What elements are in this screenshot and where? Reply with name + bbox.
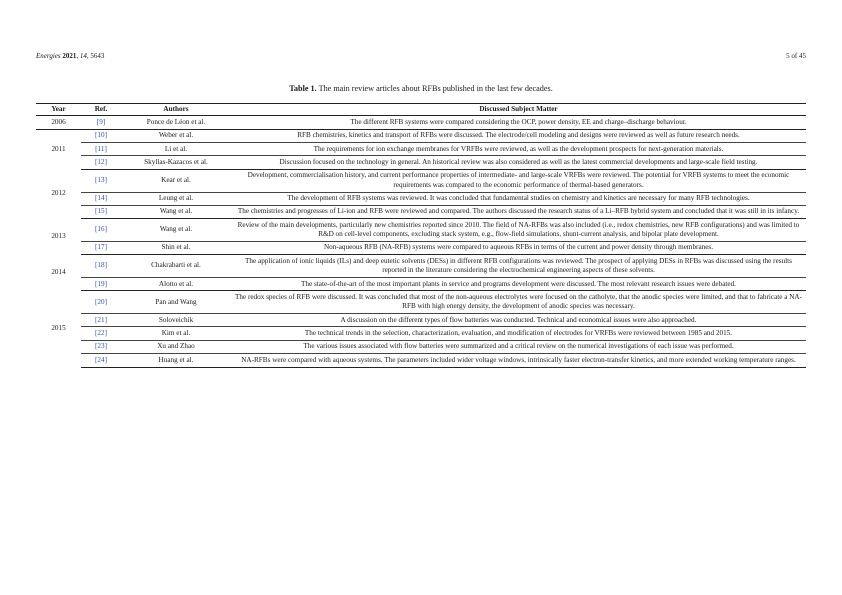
authors-cell: Shin et al.: [121, 241, 231, 254]
subject-cell: Development, commercialisation history, and current performance properties of intermediate- and large-scale VRFBs were reviewed. The potential for VRFB systems to meet the economic requirements was compared to the economic performance of thermal-based generators.: [247, 171, 790, 189]
review-table: [36, 103, 806, 368]
year-cell: 2012: [51, 189, 66, 198]
journal-name: Energies: [36, 52, 61, 60]
subject-cell: RFB chemistries, kinetics and transport of RFBs were discussed. The electrode/cell modeling and designs were reviewed as well as future research needs.: [297, 131, 740, 140]
subject-cell: The chemistries and progresses of Li-ion and RFB were reviewed and compared. The authors discussed the research status of a Li–RFB hybrid system and concluded that it was still in its infancy.: [231, 205, 806, 218]
journal-year: 2021: [62, 52, 77, 60]
authors-cell: Pan and Wang: [155, 297, 197, 306]
year-cell: 2011: [51, 144, 66, 153]
column-header-subject: Discussed Subject Matter: [231, 104, 806, 116]
ref-link[interactable]: [21]: [81, 314, 121, 327]
caption-label: Table 1.: [289, 84, 317, 93]
table-row: [36, 327, 806, 340]
ref-link[interactable]: [20]: [95, 297, 107, 306]
ref-link[interactable]: [10]: [95, 131, 107, 140]
table-row: [36, 156, 806, 169]
ref-link[interactable]: [23]: [81, 340, 121, 353]
subject-cell: Review of the main developments, particularly new chemistries reported since 2010. The field of NA-RFBs was also included (i.e., redox chemistries, new RFB configurations) and was limited to R&D on cell-level components, excluding stack system, e.g., flow-field simulations, shunt-current analysis, and bipolar plate development.: [237, 220, 800, 239]
ref-link[interactable]: [18]: [95, 261, 107, 270]
authors-cell: Li et al.: [121, 143, 231, 156]
table-row: [36, 219, 806, 242]
authors-cell: Skyllas-Kazacos et al.: [121, 156, 231, 169]
ref-link[interactable]: [13]: [95, 175, 107, 184]
table-row: [36, 340, 806, 353]
journal-volume: 14: [79, 52, 87, 60]
authors-cell: Leung et al.: [121, 192, 231, 205]
subject-cell: NA-RFBs were compared with aqueous systems. The parameters included wider voltage windows, intrinsically faster electron-transfer kinetics, and more extended working temperature ranges.: [231, 354, 806, 367]
ref-link[interactable]: [14]: [81, 192, 121, 205]
article-number: 5643: [90, 52, 105, 60]
authors-cell: Weber et al.: [158, 131, 194, 140]
ref-link[interactable]: [12]: [81, 156, 121, 169]
table-row: [36, 116, 806, 129]
authors-cell: Soloveichik: [121, 314, 231, 327]
table-row: [36, 291, 806, 314]
table-row: [36, 255, 806, 278]
page-number: 5 of 45: [786, 52, 806, 60]
authors-cell: Xu and Zhao: [121, 340, 231, 353]
subject-cell: The development of RFB systems was reviewed. It was concluded that fundamental studies on chemistry and kinetics are necessary for many RFB technologies.: [231, 192, 806, 205]
table-row: [36, 278, 806, 291]
subject-cell: The redox species of RFB were discussed. It was concluded that most of the non-aqueous electrolytes were focused on the catholyte, that the anodic species were limited, and that to fabricate a NA-RFB with high energy density, the development of anodic species was necessary.: [234, 292, 803, 311]
subject-cell: The various issues associated with flow batteries were summarized and a critical review on the numerical investigations of each issue was performed.: [231, 340, 806, 353]
ref-link[interactable]: [22]: [81, 327, 121, 340]
table-row: [36, 169, 806, 192]
running-header: [36, 50, 806, 62]
table-row: [36, 143, 806, 156]
authors-cell: Huang et al.: [121, 354, 231, 367]
authors-cell: Wang et al.: [159, 225, 193, 234]
ref-link[interactable]: [19]: [81, 278, 121, 291]
year-cell: 2014: [51, 268, 66, 277]
ref-link[interactable]: [17]: [81, 241, 121, 254]
column-header-authors: Authors: [121, 104, 231, 116]
subject-cell: The different RFB systems were compared considering the OCP, power density, EE and charge–discharge behaviour.: [231, 116, 806, 129]
table-body: [36, 116, 806, 367]
table-row: [36, 314, 806, 327]
subject-cell: Non-aqueous RFB (NA-RFB) systems were compared to aqueous RFBs in terms of the current and power density through membranes.: [231, 241, 806, 254]
year-cell: 2013: [51, 232, 66, 241]
table-caption: [200, 84, 642, 93]
table-row: [36, 192, 806, 205]
subject-cell: The requirements for ion exchange membranes for VRFBs were reviewed, as well as the development prospects for next-generation materials.: [231, 143, 806, 156]
ref-link[interactable]: [9]: [81, 116, 121, 129]
authors-cell: Wang et al.: [121, 205, 231, 218]
subject-cell: A discussion on the different types of flow batteries was conducted. Technical and economical issues were also approached.: [231, 314, 806, 327]
authors-cell: Kim et al.: [121, 327, 231, 340]
journal-citation: Energies 2021, 14, 5643: [36, 52, 105, 60]
subject-cell: Discussion focused on the technology in general. An historical review was also considered as well as the latest commercial developments and large-scale field testing.: [231, 156, 806, 169]
table-header-row: [36, 104, 806, 116]
subject-cell: The state-of-the-art of the most important plants in service and programs development were discussed. The most relevant research issues were debated.: [231, 278, 806, 291]
table-row: [36, 129, 806, 142]
authors-cell: Ponce de Léon et al.: [121, 116, 231, 129]
table-row: [36, 354, 806, 367]
ref-link[interactable]: [11]: [81, 143, 121, 156]
caption-text: The main review articles about RFBs published in the last few decades.: [318, 84, 553, 93]
column-header-ref: Ref.: [81, 104, 121, 116]
authors-cell: Chakrabarti et al.: [151, 261, 201, 270]
year-cell: 2006: [36, 116, 81, 129]
ref-link[interactable]: [15]: [81, 205, 121, 218]
ref-link[interactable]: [16]: [95, 225, 107, 234]
year-cell: 2015: [51, 324, 66, 333]
ref-link[interactable]: [24]: [81, 354, 121, 367]
subject-cell: The technical trends in the selection, characterization, evaluation, and modification of electrodes for VRFBs were reviewed between 1985 and 2015.: [231, 327, 806, 340]
table-row: [36, 205, 806, 218]
table-row: [36, 241, 806, 254]
authors-cell: Kear et al.: [161, 175, 191, 184]
subject-cell: The application of ionic liquids (ILs) and deep eutetic solvents (DESs) in different RFB configurations was reviewed. The prospect of applying DESs in RFBs was discussed using the results reported in the literature considering the electrochemical engineering aspects of these solvents.: [245, 256, 792, 275]
column-header-year: Year: [36, 104, 81, 116]
authors-cell: Alotto et al.: [121, 278, 231, 291]
